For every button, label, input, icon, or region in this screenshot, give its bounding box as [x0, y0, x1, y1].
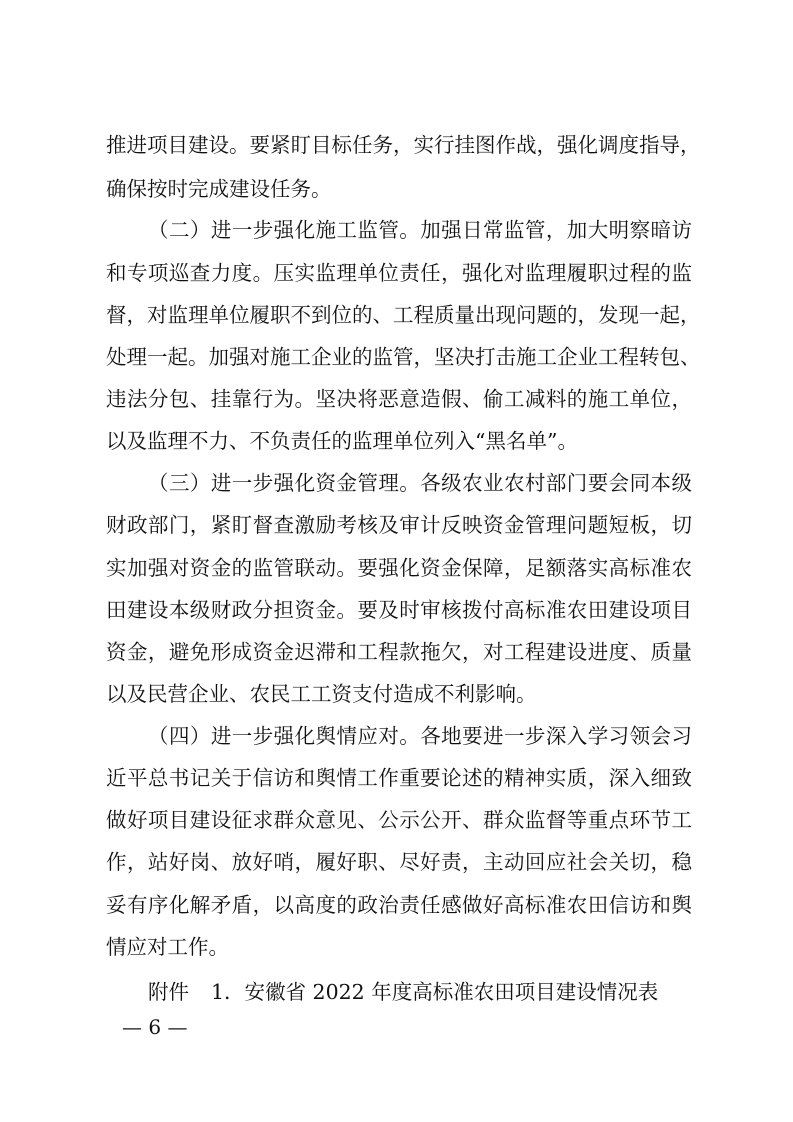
- page-number: — 6 —: [122, 1015, 188, 1039]
- section-heading-line: （三）进一步强化资金管理。各级农业农村部门要会同本级: [148, 471, 692, 495]
- section-heading-line: （二）进一步强化施工监管。加强日常监管，加大明察暗访: [148, 218, 692, 242]
- body-line: 推进项目建设。要紧盯目标任务，实行挂图作战，强化调度指导，: [106, 133, 701, 157]
- body-line: 以及民营企业、农民工工资支付造成不利影响。: [106, 682, 537, 706]
- body-line: 资金，避免形成资金迟滞和工程款拖欠，对工程建设进度、质量: [106, 640, 692, 664]
- body-line: 财政部门，紧盯督查激励考核及审计反映资金管理问题短板，切: [106, 513, 692, 537]
- attachment-label: 附件: [148, 980, 189, 1004]
- body-line: 确保按时完成建设任务。: [106, 177, 332, 201]
- attachment-item: 1．安徽省 2022 年度高标准农田项目建设情况表: [211, 980, 659, 1004]
- body-line: 近平总书记关于信访和舆情工作重要论述的精神实质，深入细致: [106, 766, 692, 790]
- body-line: 处理一起。加强对施工企业的监管，坚决打击施工企业工程转包、: [106, 345, 701, 369]
- body-line: 做好项目建设征求群众意见、公示公开、群众监督等重点环节工: [106, 808, 692, 832]
- body-line: 情应对工作。: [106, 935, 229, 959]
- body-line: 实加强对资金的监管联动。要强化资金保障，足额落实高标准农: [106, 556, 692, 580]
- body-line: 作，站好岗、放好哨，履好职、尽好责，主动回应社会关切，稳: [106, 850, 692, 874]
- body-line: 和专项巡查力度。压实监理单位责任，强化对监理履职过程的监: [106, 261, 692, 285]
- body-line: 违法分包、挂靠行为。坚决将恶意造假、偷工减料的施工单位，: [106, 387, 692, 411]
- section-heading-line: （四）进一步强化舆情应对。各地要进一步深入学习领会习: [148, 724, 692, 748]
- body-line: 妥有序化解矛盾，以高度的政治责任感做好高标准农田信访和舆: [106, 893, 692, 917]
- body-line: 田建设本级财政分担资金。要及时审核拨付高标准农田建设项目: [106, 598, 692, 622]
- attachment-line: [148, 975, 658, 1009]
- body-line: 以及监理不力、不负责任的监理单位列入“黑名单”。: [106, 429, 578, 453]
- body-line: 督，对监理单位履职不到位的、工程质量出现问题的，发现一起，: [106, 303, 701, 327]
